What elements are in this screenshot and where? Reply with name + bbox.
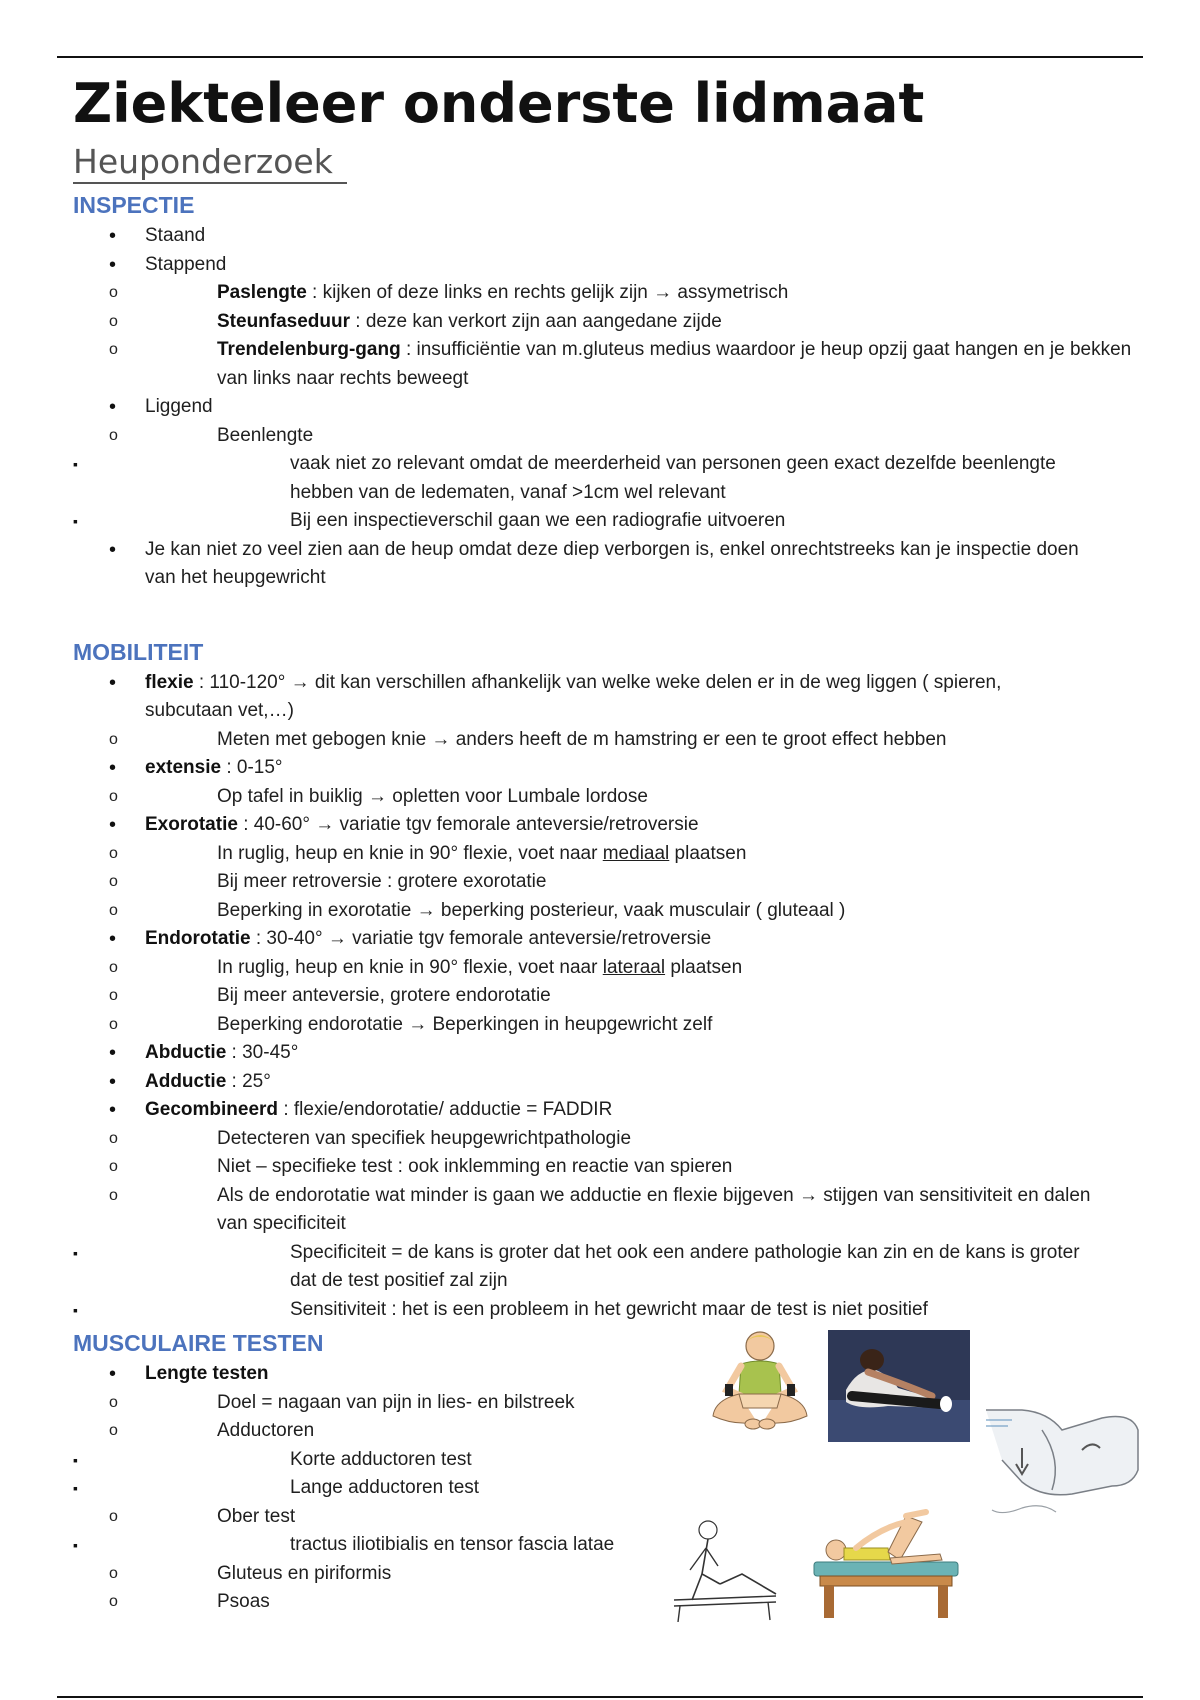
- list-item: [73, 1125, 1133, 1154]
- term-text: : 30-45°: [226, 1042, 299, 1063]
- list-item: [73, 840, 1133, 869]
- list-item: [73, 1068, 1133, 1097]
- list-item-text: Meten met gebogen knie → anders heeft de m hamstring er een te groot effect hebben: [217, 728, 947, 750]
- list-item-text: Doel = nagaan van pijn in lies- en bilstreek: [217, 1391, 575, 1413]
- list-item: [73, 507, 1133, 536]
- page-subtitle: Heuponderzoek: [73, 142, 347, 184]
- list-item: [73, 982, 1133, 1011]
- list-item-text: Op tafel in buiklig → opletten voor Lumbale lordose: [217, 785, 648, 807]
- list-item-text: plaatsen: [665, 956, 743, 978]
- sublist: [73, 279, 1133, 393]
- term-text: : 25°: [226, 1070, 271, 1092]
- list-item-text: In ruglig, heup en knie in 90° flexie, voet naar: [217, 956, 603, 978]
- list-item: [73, 1389, 1133, 1418]
- list-item-text: vaak niet zo relevant omdat de meerderheid van personen geen exact dezelfde beenlengte hebben van de ledematen, vanaf >1cm wel relevant: [290, 453, 1056, 503]
- list-item-text: Bij meer retroversie : grotere exorotatie: [217, 871, 547, 892]
- list-item-text: Sensitiviteit : het is een probleem in het gewricht maar de test is niet positief: [290, 1298, 928, 1320]
- term-label: flexie: [145, 671, 194, 693]
- list-item: [73, 783, 1133, 812]
- list-item: [73, 1588, 1133, 1617]
- list-item: [73, 868, 1133, 897]
- term-label: Adductie: [145, 1070, 227, 1092]
- list-item-text: Specificiteit = de kans is groter dat het ook een andere pathologie kan zin en de kans is groter dat de test positief zal zijn: [290, 1241, 1080, 1291]
- list-item: [73, 1446, 1133, 1475]
- sublist: [73, 726, 1073, 755]
- list-item-text: Stappend: [145, 253, 227, 275]
- list-item: [73, 422, 1133, 536]
- sublist: [73, 422, 1133, 536]
- list-item-text: Detecteren van specifiek heupgewrichtpathologie: [217, 1127, 632, 1149]
- list-item: [73, 279, 1133, 308]
- sublist: [73, 1531, 1133, 1560]
- list-item: [73, 336, 1133, 393]
- document-body: [73, 72, 1133, 1617]
- musculaire-list: [73, 1360, 1133, 1617]
- list-item: [73, 897, 1133, 926]
- term-text: : deze kan verkort zijn aan aangedane zijde: [350, 310, 722, 332]
- list-item-text: Ober test: [217, 1505, 296, 1527]
- list-item-text: Gluteus en piriformis: [217, 1562, 392, 1584]
- term-label: Paslengte: [217, 282, 307, 303]
- term-text: : 30-40° → variatie tgv femorale anteversie/retroversie: [250, 928, 712, 949]
- seated-bench-stretch-illustration: [672, 1514, 782, 1622]
- list-item-text: Psoas: [217, 1591, 270, 1612]
- list-item-text: Je kan niet zo veel zien aan de heup omdat deze diep verborgen is, enkel onrechtstreeks kan je inspectie doen van het heupgewricht: [145, 538, 1079, 588]
- page-title: Ziekteleer onderste lidmaat: [73, 72, 925, 135]
- list-item: [73, 1239, 1123, 1296]
- term-text: : kijken of deze links en rechts gelijk zijn → assymetrisch: [306, 282, 789, 303]
- list-item: [73, 925, 1133, 1039]
- list-item-text: Liggend: [145, 396, 213, 417]
- list-item: [73, 754, 1133, 811]
- list-item-text: Beperking in exorotatie → beperking posterieur, vaak musculair ( gluteaal ): [217, 899, 846, 921]
- sublist: [73, 450, 1133, 536]
- section-heading-musculaire-testen: MUSCULAIRE TESTEN: [73, 1330, 324, 1356]
- sublist: [73, 1446, 1133, 1503]
- term-label: extensie: [145, 757, 222, 778]
- list-item: [73, 1182, 1133, 1325]
- list-item-text: tractus iliotibialis en tensor fascia latae: [290, 1534, 615, 1555]
- term-label: Abductie: [145, 1042, 227, 1063]
- list-item: [73, 1474, 1133, 1503]
- list-item: [73, 1153, 1133, 1182]
- section-heading-mobiliteit: MOBILITEIT: [73, 638, 204, 665]
- mobiliteit-list: [73, 669, 1133, 1325]
- list-item-text: plaatsen: [669, 842, 747, 864]
- list-item-text: Staand: [145, 225, 206, 246]
- list-item: [73, 450, 1133, 507]
- butterfly-stretch-illustration: [705, 1328, 815, 1440]
- term-label: Steunfaseduur: [217, 310, 351, 332]
- term-label: Exorotatie: [145, 814, 238, 835]
- bottom-rule: [57, 1696, 1143, 1698]
- list-item: [73, 308, 1133, 337]
- list-item-text: Lange adductoren test: [290, 1477, 480, 1498]
- list-item: [73, 536, 1133, 593]
- list-item: [73, 393, 1133, 536]
- list-item: [73, 669, 1133, 755]
- list-item-text: Niet – specifieke test : ook inklemming en reactie van spieren: [217, 1156, 733, 1177]
- term-label: Lengte testen: [145, 1363, 269, 1384]
- sublist: [73, 1239, 1123, 1325]
- term-text: : 0-15°: [221, 757, 283, 778]
- list-item: [73, 726, 1073, 755]
- list-item: [73, 222, 1133, 251]
- list-item: [73, 1503, 1133, 1560]
- list-item: [73, 954, 1133, 983]
- list-item-text: In ruglig, heup en knie in 90° flexie, voet naar: [217, 842, 603, 864]
- list-item: [73, 1011, 1133, 1040]
- list-item: [73, 1417, 1133, 1503]
- list-item: [73, 1531, 1133, 1560]
- term-label: Trendelenburg-gang: [217, 339, 401, 360]
- sublist: [73, 954, 1133, 1040]
- term-text: : flexie/endorotatie/ adductie = FADDIR: [278, 1099, 613, 1120]
- list-item: [73, 1039, 1133, 1068]
- sublist: [73, 783, 1133, 812]
- spacer: [73, 593, 1133, 635]
- sublist: [73, 1389, 1133, 1617]
- term-label: Endorotatie: [145, 928, 251, 949]
- list-item-text: Korte adductoren test: [290, 1448, 472, 1470]
- hamstring-stretch-photo: [828, 1330, 970, 1442]
- section-heading-inspectie: INSPECTIE: [73, 192, 195, 218]
- term-text: : 110-120° → dit kan verschillen afhankelijk van welke weke delen er in de weg liggen ( spieren, subcutaan vet,…): [145, 671, 1002, 721]
- list-item: [73, 251, 1133, 394]
- underlined-term: mediaal: [602, 842, 670, 864]
- list-item: [73, 1360, 1133, 1617]
- list-item-text: Adductoren: [217, 1420, 315, 1441]
- sublist: [73, 840, 1133, 926]
- list-item-text: Bij een inspectieverschil gaan we een radiografie uitvoeren: [290, 510, 786, 531]
- underlined-term: lateraal: [602, 956, 666, 978]
- list-item-text: Bij meer anteversie, grotere endorotatie: [217, 985, 551, 1006]
- list-item: [73, 1296, 1123, 1325]
- list-item: [73, 1560, 1133, 1589]
- list-item: [73, 811, 1133, 925]
- inspectie-list: [73, 222, 1133, 593]
- term-text: : 40-60° → variatie tgv femorale anteversie/retroversie: [237, 814, 699, 835]
- list-item-text: Beperking endorotatie → Beperkingen in heupgewricht zelf: [217, 1013, 713, 1035]
- supine-knee-to-chest-illustration: [810, 1508, 962, 1620]
- list-item-text: Beenlengte: [217, 424, 314, 446]
- term-label: Gecombineerd: [145, 1099, 279, 1120]
- list-item-text: Als de endorotatie wat minder is gaan we adductie en flexie bijgeven → stijgen van sensitiviteit en dalen van specificiteit: [217, 1184, 1091, 1234]
- term-text: : insufficiëntie van m.gluteus medius waardoor je heup opzij gaat hangen en je bekken van links naar rechts beweegt: [217, 339, 1132, 389]
- sublist: [73, 1125, 1133, 1325]
- ober-test-diagram: [982, 1390, 1142, 1528]
- list-item: [73, 1096, 1133, 1324]
- top-rule: [57, 56, 1143, 58]
